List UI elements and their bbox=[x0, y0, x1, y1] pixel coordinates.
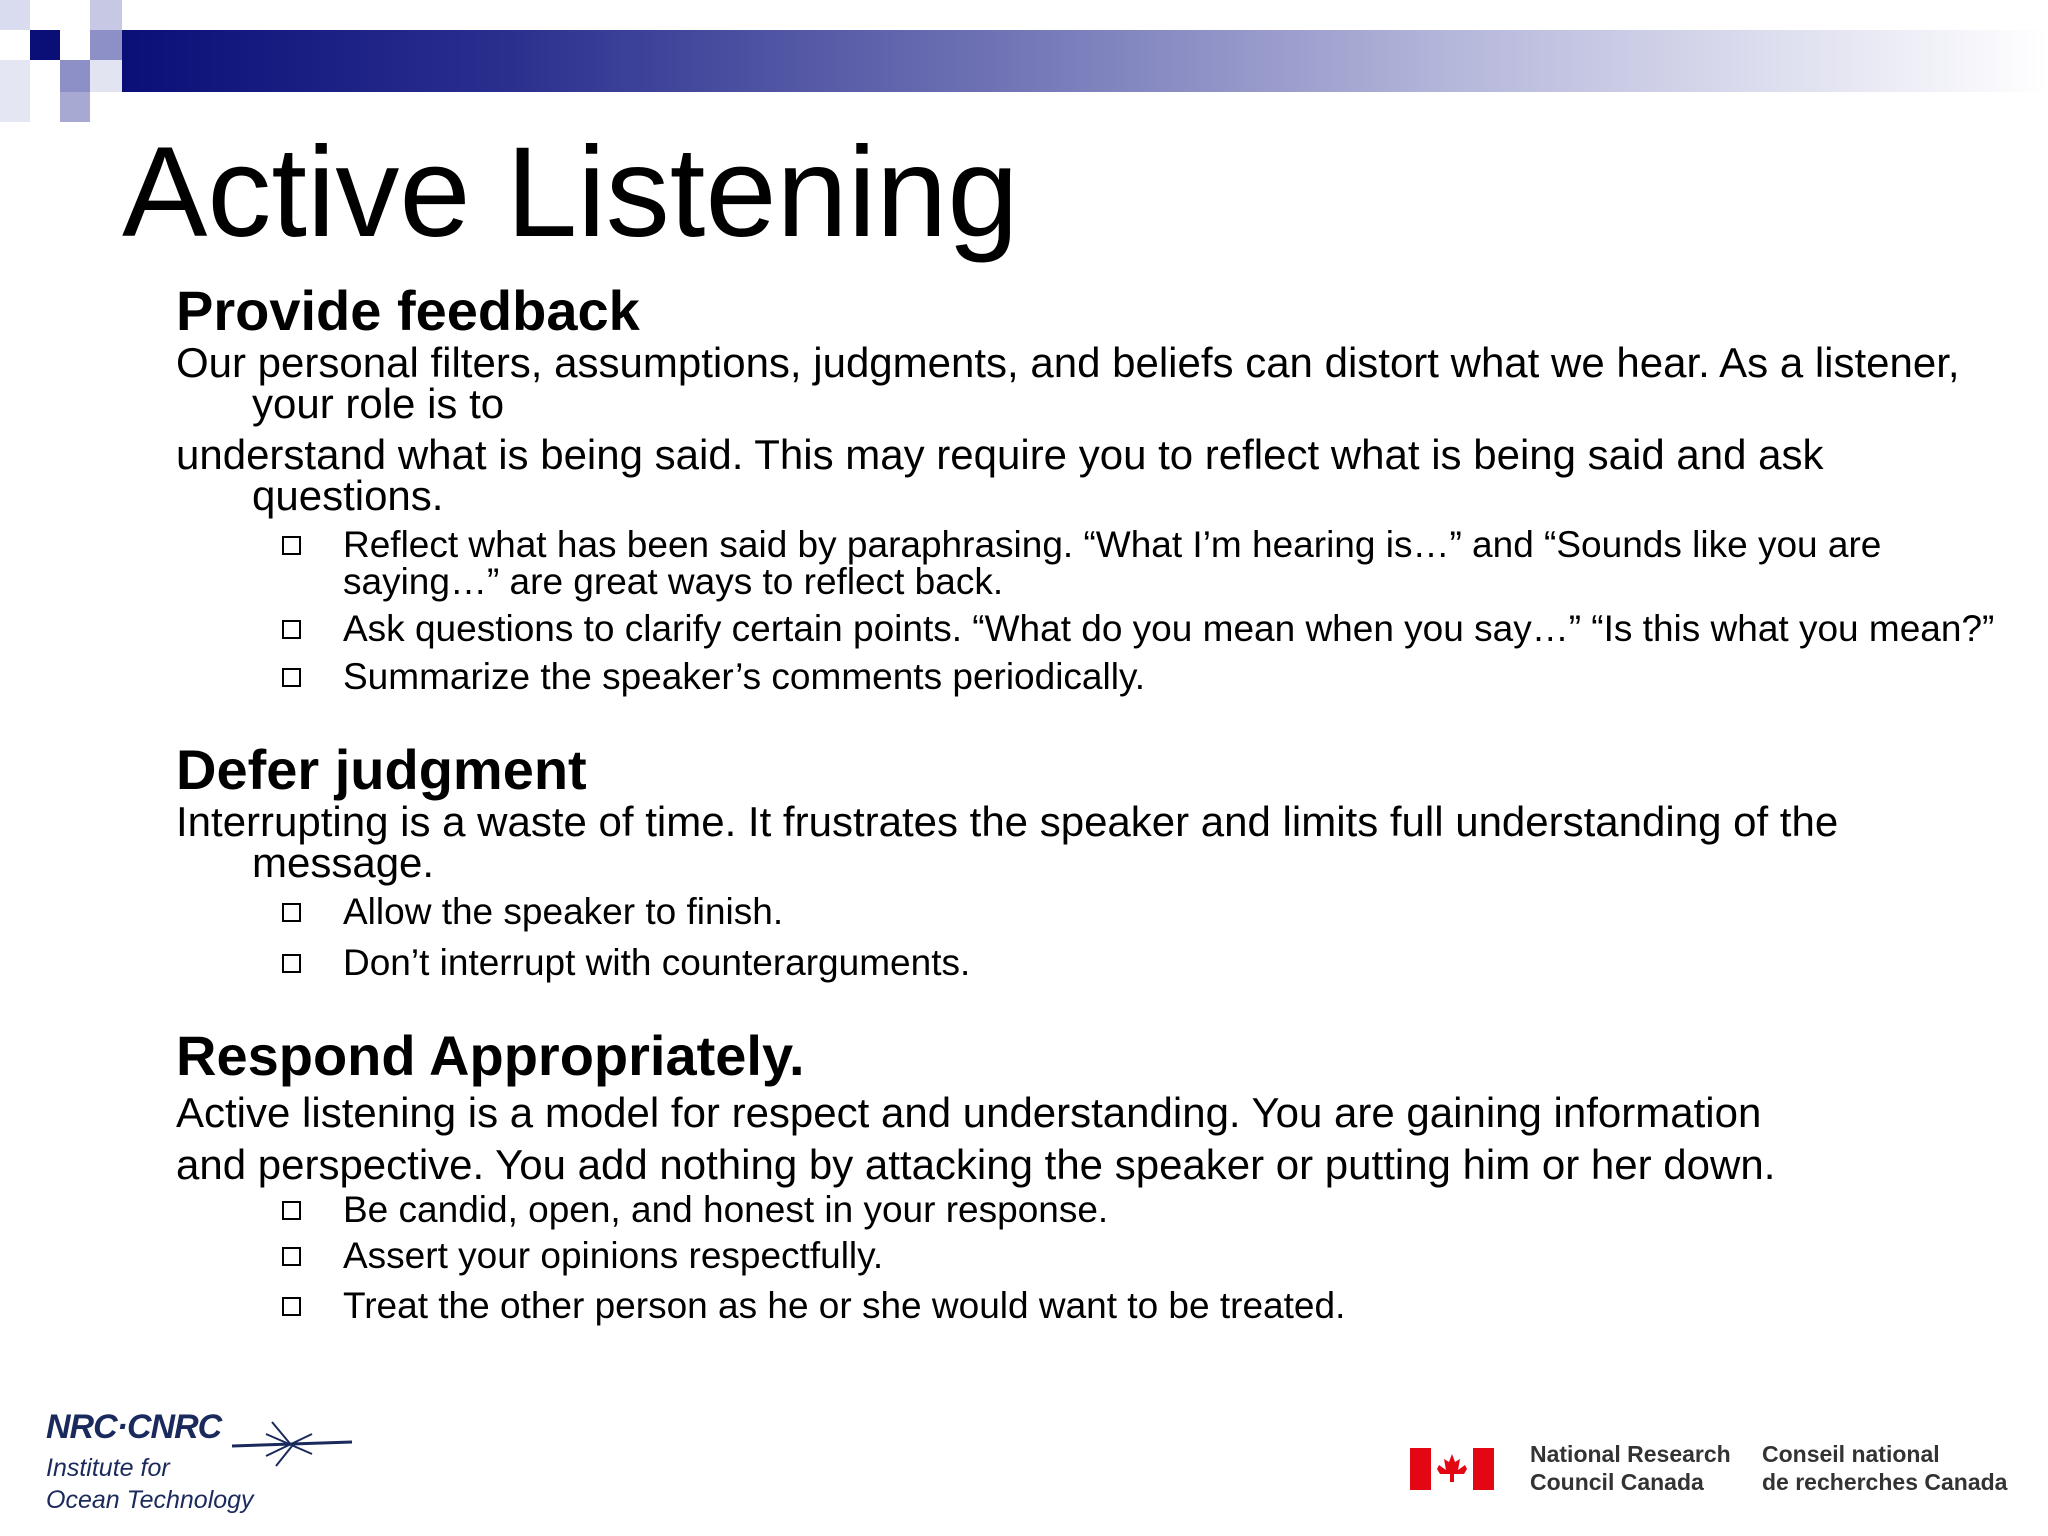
bullet-item bbox=[176, 1287, 2006, 1324]
section-provide-feedback bbox=[176, 280, 2006, 695]
bullet-item bbox=[176, 944, 2006, 981]
bullet-text: Reflect what has been said by paraphrasing. “What I’m hearing is…” and “Sounds like you are saying…” are great ways to reflect back. bbox=[343, 524, 1882, 602]
bullet-text: Treat the other person as he or she would want to be treated. bbox=[343, 1285, 1346, 1326]
bullet-text: Don’t interrupt with counterarguments. bbox=[343, 942, 971, 983]
section-heading: Defer judgment bbox=[176, 738, 587, 801]
bullet-item bbox=[176, 1191, 2006, 1228]
bullet-item bbox=[176, 1237, 2006, 1274]
bullet-list bbox=[176, 1191, 2006, 1324]
institute-name-line: Ocean Technology bbox=[46, 1486, 254, 1514]
bullet-text: Allow the speaker to finish. bbox=[343, 891, 784, 932]
section-paragraph: Our personal filters, assumptions, judgments, and beliefs can distort what we hear. As a listener, your role is to bbox=[176, 339, 1960, 427]
bullet-text: Summarize the speaker’s comments periodically. bbox=[343, 656, 1145, 697]
header-square bbox=[60, 92, 90, 122]
section-paragraph: Interrupting is a waste of time. It frustrates the speaker and limits full understanding of the message. bbox=[176, 798, 1839, 886]
checkbox-bullet-icon bbox=[282, 954, 301, 973]
checkbox-bullet-icon bbox=[282, 668, 301, 687]
canada-flag-icon bbox=[1410, 1448, 1494, 1490]
bullet-item bbox=[176, 610, 2006, 647]
checkbox-bullet-icon bbox=[282, 1297, 301, 1316]
bullet-item bbox=[176, 526, 2006, 600]
bullet-item bbox=[176, 893, 2006, 930]
bullet-text: Ask questions to clarify certain points. “What do you mean when you say…” “Is this what you mean?” bbox=[343, 608, 1995, 649]
nrc-french-name bbox=[1762, 1440, 2007, 1496]
bullet-list bbox=[176, 526, 2006, 695]
nrc-name-line: National Research bbox=[1530, 1441, 1731, 1467]
nrc-cnrc-wordmark: NRC·CNRC bbox=[46, 1408, 222, 1446]
bullet-text: Assert your opinions respectfully. bbox=[343, 1235, 884, 1276]
checkbox-bullet-icon bbox=[282, 1201, 301, 1220]
header-square bbox=[0, 60, 30, 122]
checkbox-bullet-icon bbox=[282, 903, 301, 922]
bullet-item bbox=[176, 658, 2006, 695]
institute-name-line: Institute for bbox=[46, 1454, 170, 1482]
header-square bbox=[60, 0, 90, 30]
section-heading: Respond Appropriately. bbox=[176, 1024, 805, 1087]
checkbox-bullet-icon bbox=[282, 620, 301, 639]
header-square bbox=[90, 60, 122, 92]
section-respond-appropriately bbox=[176, 1025, 2006, 1324]
header-gradient-band bbox=[122, 30, 2048, 92]
bullet-text: Be candid, open, and honest in your response. bbox=[343, 1189, 1109, 1230]
bullet-list bbox=[176, 893, 2006, 981]
slide-body bbox=[176, 280, 2006, 1324]
header-square bbox=[90, 0, 122, 30]
slide-title: Active Listening bbox=[122, 121, 1019, 264]
nrc-name-line: Council Canada bbox=[1530, 1469, 1704, 1495]
section-paragraph: understand what is being said. This may require you to reflect what is being said and ask questions. bbox=[176, 431, 1824, 519]
header-square bbox=[30, 30, 60, 60]
starburst-icon bbox=[232, 1418, 352, 1468]
checkbox-bullet-icon bbox=[282, 536, 301, 555]
section-defer-judgment bbox=[176, 739, 2006, 981]
section-heading: Provide feedback bbox=[176, 279, 640, 342]
nrc-name-line: de recherches Canada bbox=[1762, 1469, 2008, 1495]
nrc-name-line: Conseil national bbox=[1762, 1441, 1940, 1467]
section-paragraph: and perspective. You add nothing by attacking the speaker or putting him or her down. bbox=[176, 1141, 1776, 1188]
nrc-institute-logo bbox=[36, 1408, 336, 1518]
checkbox-bullet-icon bbox=[282, 1247, 301, 1266]
header-square bbox=[0, 0, 30, 30]
header-square bbox=[90, 30, 122, 60]
section-paragraph: Active listening is a model for respect and understanding. You are gaining information bbox=[176, 1089, 1762, 1136]
nrc-english-name bbox=[1530, 1440, 1731, 1496]
header-square bbox=[60, 60, 90, 92]
